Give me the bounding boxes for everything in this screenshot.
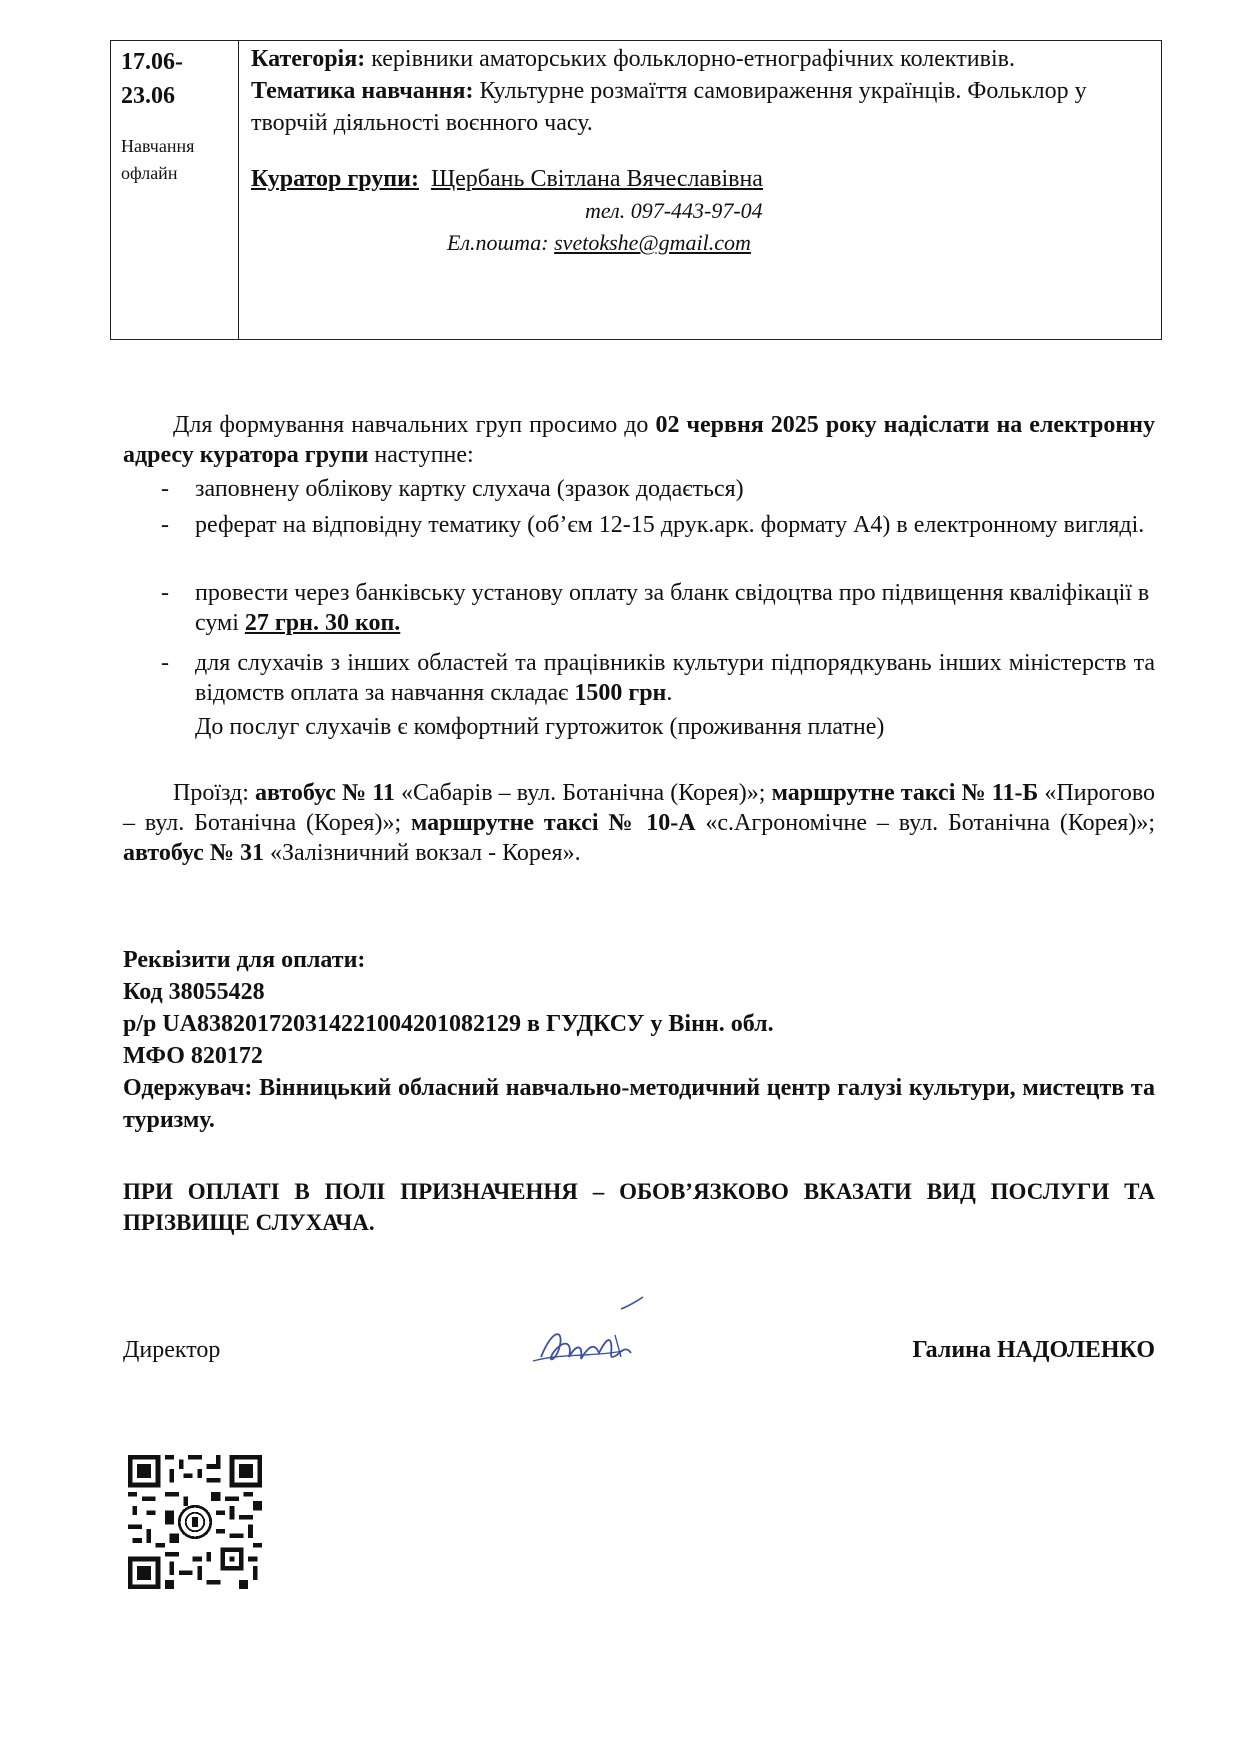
topic-row: [251, 75, 1149, 139]
bus-31: автобус № 31: [123, 840, 264, 866]
dormitory-text: До послуг слухачів є комфортний гуртожиток (проживання платне): [195, 714, 885, 740]
info-cell: [239, 41, 1161, 339]
intro-deadline: 02 червня 2025 року надіслати на електронну адресу куратора групи: [123, 412, 1155, 468]
transport-intro: Проїзд:: [173, 780, 256, 806]
requisites-recipient: [123, 1072, 1155, 1136]
curator-email-link[interactable]: svetokshe@gmail.com: [554, 230, 751, 255]
list-item-text: [195, 578, 1155, 638]
list-item-text: для слухачів з інших областей та працівників культури підпорядкувань інших міністерств та відомств оплата за навчання складає 1500 грн.: [195, 650, 1155, 706]
transport-paragraph: [123, 778, 1155, 868]
requisites-block: [123, 944, 1155, 1136]
date-start: 17.06-: [121, 49, 183, 75]
intro-text: Для формування навчальних груп просимо до: [173, 412, 656, 438]
category-text: керівники аматорських фольклорно-етнографічних колективів.: [365, 46, 1015, 72]
recipient-name: Вінницький обласний навчально-методичний центр галузі культури, мистецтв та туризму.: [123, 1075, 1155, 1133]
category-row: [251, 43, 1149, 75]
curator-row: [251, 163, 1149, 195]
payment-notice: ПРИ ОПЛАТІ В ПОЛІ ПРИЗНАЧЕННЯ – ОБОВ’ЯЗКОВО ВКАЗАТИ ВИД ПОСЛУГИ ТА ПРІЗВИЩЕ СЛУХАЧА.: [123, 1179, 1155, 1235]
intro-end: наступне:: [368, 442, 474, 468]
curator-email-row: [251, 227, 1149, 259]
topic-text: Культурне розмаїття самовираження українців. Фольклор у творчій діяльності воєнного часу.: [251, 78, 1087, 136]
email-label: Ел.пошта:: [447, 230, 549, 255]
list-dash: -: [161, 476, 169, 502]
route-11: «Сабарів – вул. Ботанічна (Корея)»;: [394, 780, 772, 806]
topic-label: Тематика навчання:: [251, 78, 474, 104]
tuition-amount: 1500 грн: [574, 680, 667, 706]
handwritten-signature: [523, 1287, 663, 1387]
list-dash: -: [161, 650, 169, 676]
list-item-text: заповнену облікову картку слухача (зразок додається): [195, 476, 744, 502]
requisites-mfo: МФО 820172: [123, 1043, 263, 1069]
requisites-account: р/р UA838201720314221004201082129 в ГУДКСУ у Вінн. обл.: [123, 1011, 774, 1037]
bus-11: автобус № 11: [255, 780, 395, 806]
recipient-label: Одержувач:: [123, 1075, 253, 1101]
list-dash: -: [161, 512, 169, 538]
mode-line-2: офлайн: [121, 163, 178, 183]
category-label: Категорія:: [251, 46, 366, 72]
signer-name: Галина НАДОЛЕНКО: [912, 1337, 1155, 1363]
list-item-3-text: провести через банківську установу оплату за бланк свідоцтва про підвищення кваліфікації в сумі: [195, 580, 1150, 636]
list-item-4-text: для слухачів з інших областей та працівників культури підпорядкувань інших міністерств та відомств оплата за навчання складає: [195, 650, 1155, 706]
training-mode: [121, 133, 228, 187]
route-31: «Залізничний вокзал - Корея».: [263, 840, 581, 866]
signer-title: Директор: [123, 1337, 221, 1363]
date-cell: [111, 41, 239, 339]
list-dash: -: [161, 580, 169, 606]
taxi-11b: маршрутне таксі № 11-Б: [771, 780, 1039, 806]
route-10a: «с.Агрономічне – вул. Ботанічна (Корея)»;: [695, 810, 1155, 836]
signature-row: [123, 1325, 1155, 1385]
requisites-code: Код 38055428: [123, 979, 265, 1005]
mode-line-1: Навчання: [121, 136, 195, 156]
list-item-text: реферат на відповідну тематику (об’єм 12-15 друк.арк. формату А4) в електронному вигляді.: [195, 512, 1145, 538]
curator-label: Куратор групи:: [251, 166, 419, 192]
intro-paragraph: [123, 410, 1155, 470]
curator-phone: тел. 097-443-97-04: [585, 198, 763, 223]
route-11b: «Пирогово – вул. Ботанічна (Корея)»;: [123, 780, 1155, 836]
qr-code: [128, 1455, 262, 1589]
date-end: 23.06: [121, 83, 175, 109]
curator-name: Щербань Світлана Вячеславівна: [430, 166, 763, 192]
fee-amount: 27 грн. 30 коп.: [244, 610, 401, 636]
requisites-title: Реквізити для оплати:: [123, 947, 366, 973]
taxi-10a: маршрутне таксі № 10-А: [410, 810, 696, 836]
schedule-table: [110, 40, 1162, 340]
